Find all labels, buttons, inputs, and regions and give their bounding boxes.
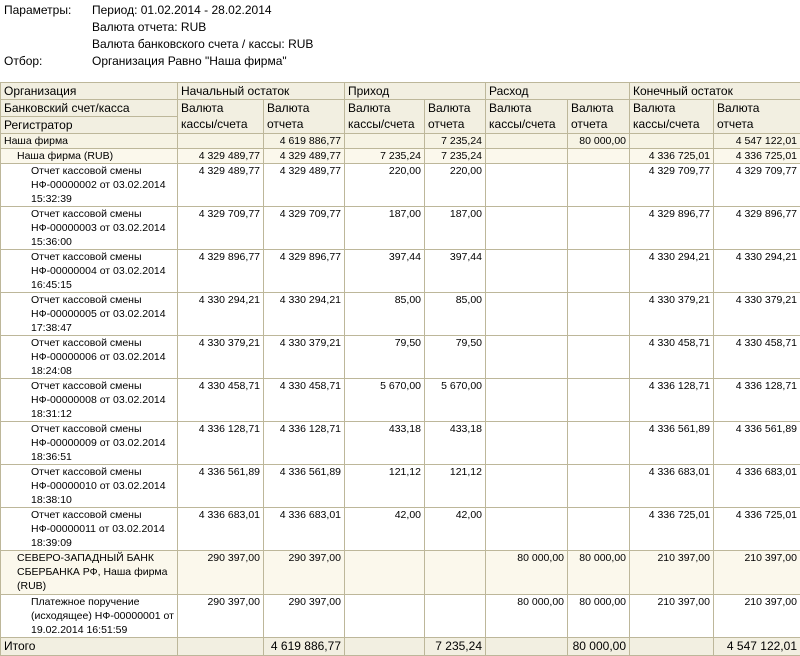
doc-in-rep: 121,12 xyxy=(425,465,486,508)
doc-in-acc: 121,12 xyxy=(345,465,425,508)
payment-name[interactable]: Платежное поручение (исходящее) НФ-00000001 от 19.02.2014 16:51:59 xyxy=(1,595,178,638)
table-row xyxy=(1,207,800,250)
org-close-rep: 4 547 122,01 xyxy=(714,134,800,149)
doc-in-acc: 79,50 xyxy=(345,336,425,379)
report-currency-value: Валюта отчета: RUB xyxy=(92,19,206,35)
header-account: Банковский счет/касса xyxy=(1,100,178,117)
doc-open-acc: 4 336 683,01 xyxy=(178,508,264,551)
doc-close-acc: 4 336 683,01 xyxy=(630,465,714,508)
doc-close-acc: 4 330 379,21 xyxy=(630,293,714,336)
doc-name[interactable]: Отчет кассовой смены НФ-00000009 от 03.02.2014 18:36:51 xyxy=(1,422,178,465)
doc-in-rep: 397,44 xyxy=(425,250,486,293)
doc-name[interactable]: Отчет кассовой смены НФ-00000008 от 03.02.2014 18:31:12 xyxy=(1,379,178,422)
table-row xyxy=(1,293,800,336)
doc-name[interactable]: Отчет кассовой смены НФ-00000003 от 03.02.2014 15:36:00 xyxy=(1,207,178,250)
account-currency-value: Валюта банковского счета / кассы: RUB xyxy=(92,36,313,52)
doc-close-acc: 4 329 896,77 xyxy=(630,207,714,250)
payment-close-rep: 210 397,00 xyxy=(714,595,800,638)
doc-open-rep: 4 336 128,71 xyxy=(264,422,345,465)
payment-out-acc: 80 000,00 xyxy=(486,595,568,638)
doc-open-rep: 4 330 458,71 xyxy=(264,379,345,422)
total-open-rep: 4 619 886,77 xyxy=(264,638,345,656)
params-label: Параметры: xyxy=(4,2,90,18)
doc-close-acc: 4 336 725,01 xyxy=(630,508,714,551)
doc-open-acc: 4 329 896,77 xyxy=(178,250,264,293)
doc-in-rep: 85,00 xyxy=(425,293,486,336)
doc-in-acc: 42,00 xyxy=(345,508,425,551)
filter-label: Отбор: xyxy=(4,53,90,69)
header-in-cur-acc: Валюта кассы/счета xyxy=(345,100,425,134)
header-opening: Начальный остаток xyxy=(178,83,345,100)
doc-in-rep: 220,00 xyxy=(425,164,486,207)
cash-open-acc: 4 329 489,77 xyxy=(178,149,264,164)
doc-name[interactable]: Отчет кассовой смены НФ-00000011 от 03.02.2014 18:39:09 xyxy=(1,508,178,551)
header-registrar: Регистратор xyxy=(1,117,178,134)
doc-close-rep: 4 336 683,01 xyxy=(714,465,800,508)
doc-open-acc: 4 330 458,71 xyxy=(178,379,264,422)
doc-name[interactable]: Отчет кассовой смены НФ-00000010 от 03.02.2014 18:38:10 xyxy=(1,465,178,508)
total-label: Итого xyxy=(1,638,178,656)
bank-open-rep: 290 397,00 xyxy=(264,551,345,595)
doc-in-rep: 5 670,00 xyxy=(425,379,486,422)
doc-close-rep: 4 330 294,21 xyxy=(714,250,800,293)
doc-in-rep: 187,00 xyxy=(425,207,486,250)
payment-open-acc: 290 397,00 xyxy=(178,595,264,638)
bank-out-acc: 80 000,00 xyxy=(486,551,568,595)
doc-in-acc: 397,44 xyxy=(345,250,425,293)
doc-in-acc: 5 670,00 xyxy=(345,379,425,422)
org-open-rep: 4 619 886,77 xyxy=(264,134,345,149)
table-row xyxy=(1,508,800,551)
doc-close-rep: 4 329 896,77 xyxy=(714,207,800,250)
doc-close-acc: 4 329 709,77 xyxy=(630,164,714,207)
doc-close-acc: 4 330 458,71 xyxy=(630,336,714,379)
doc-open-rep: 4 336 561,89 xyxy=(264,465,345,508)
bank-out-rep: 80 000,00 xyxy=(568,551,630,595)
doc-close-rep: 4 336 725,01 xyxy=(714,508,800,551)
doc-open-rep: 4 329 489,77 xyxy=(264,164,345,207)
doc-open-acc: 4 329 489,77 xyxy=(178,164,264,207)
doc-close-acc: 4 336 128,71 xyxy=(630,379,714,422)
doc-name[interactable]: Отчет кассовой смены НФ-00000004 от 03.02.2014 16:45:15 xyxy=(1,250,178,293)
doc-open-acc: 4 330 294,21 xyxy=(178,293,264,336)
cash-in-rep: 7 235,24 xyxy=(425,149,486,164)
total-in-rep: 7 235,24 xyxy=(425,638,486,656)
table-row xyxy=(1,164,800,207)
header-out-cur-rep: Валюта отчета xyxy=(568,100,630,134)
org-out-rep: 80 000,00 xyxy=(568,134,630,149)
cash-close-acc: 4 336 725,01 xyxy=(630,149,714,164)
header-out-cur-acc: Валюта кассы/счета xyxy=(486,100,568,134)
header-income: Приход xyxy=(345,83,486,100)
doc-open-rep: 4 329 709,77 xyxy=(264,207,345,250)
doc-open-acc: 4 330 379,21 xyxy=(178,336,264,379)
cash-close-rep: 4 336 725,01 xyxy=(714,149,800,164)
doc-in-rep: 433,18 xyxy=(425,422,486,465)
header-close-cur-acc: Валюта кассы/счета xyxy=(630,100,714,134)
table-row xyxy=(1,595,800,638)
doc-open-acc: 4 336 561,89 xyxy=(178,465,264,508)
doc-close-rep: 4 336 128,71 xyxy=(714,379,800,422)
org-name: Наша фирма xyxy=(1,134,178,149)
payment-out-rep: 80 000,00 xyxy=(568,595,630,638)
doc-close-rep: 4 330 458,71 xyxy=(714,336,800,379)
doc-name[interactable]: Отчет кассовой смены НФ-00000002 от 03.02.2014 15:32:39 xyxy=(1,164,178,207)
doc-open-rep: 4 336 683,01 xyxy=(264,508,345,551)
bank-open-acc: 290 397,00 xyxy=(178,551,264,595)
bank-account-row xyxy=(1,551,800,595)
doc-in-acc: 187,00 xyxy=(345,207,425,250)
header-in-cur-rep: Валюта отчета xyxy=(425,100,486,134)
total-out-rep: 80 000,00 xyxy=(568,638,630,656)
cash-open-rep: 4 329 489,77 xyxy=(264,149,345,164)
doc-close-rep: 4 329 709,77 xyxy=(714,164,800,207)
doc-close-acc: 4 330 294,21 xyxy=(630,250,714,293)
header-row-1 xyxy=(1,83,800,100)
table-row xyxy=(1,250,800,293)
header-closing: Конечный остаток xyxy=(630,83,800,100)
doc-in-acc: 433,18 xyxy=(345,422,425,465)
doc-name[interactable]: Отчет кассовой смены НФ-00000005 от 03.02.2014 17:38:47 xyxy=(1,293,178,336)
doc-open-rep: 4 329 896,77 xyxy=(264,250,345,293)
payment-open-rep: 290 397,00 xyxy=(264,595,345,638)
report-parameters xyxy=(0,0,800,84)
doc-close-rep: 4 336 561,89 xyxy=(714,422,800,465)
bank-close-acc: 210 397,00 xyxy=(630,551,714,595)
header-open-cur-acc: Валюта кассы/счета xyxy=(178,100,264,134)
doc-close-rep: 4 330 379,21 xyxy=(714,293,800,336)
doc-in-rep: 42,00 xyxy=(425,508,486,551)
header-close-cur-rep: Валюта отчета xyxy=(714,100,800,134)
table-row xyxy=(1,336,800,379)
table-row xyxy=(1,379,800,422)
doc-open-acc: 4 329 709,77 xyxy=(178,207,264,250)
filter-value: Организация Равно "Наша фирма" xyxy=(92,53,287,69)
doc-open-rep: 4 330 379,21 xyxy=(264,336,345,379)
table-row xyxy=(1,422,800,465)
org-in-rep: 7 235,24 xyxy=(425,134,486,149)
header-org: Организация xyxy=(1,83,178,100)
cash-account-row xyxy=(1,149,800,164)
doc-close-acc: 4 336 561,89 xyxy=(630,422,714,465)
cash-account-name: Наша фирма (RUB) xyxy=(1,149,178,164)
header-expense: Расход xyxy=(486,83,630,100)
bank-close-rep: 210 397,00 xyxy=(714,551,800,595)
table-row xyxy=(1,465,800,508)
doc-open-acc: 4 336 128,71 xyxy=(178,422,264,465)
total-close-rep: 4 547 122,01 xyxy=(714,638,800,656)
doc-name[interactable]: Отчет кассовой смены НФ-00000006 от 03.02.2014 18:24:08 xyxy=(1,336,178,379)
cash-in-acc: 7 235,24 xyxy=(345,149,425,164)
bank-account-name: СЕВЕРО-ЗАПАДНЫЙ БАНК СБЕРБАНКА РФ, Наша фирма (RUB) xyxy=(1,551,178,595)
period-value: Период: 01.02.2014 - 28.02.2014 xyxy=(92,2,272,18)
header-open-cur-rep: Валюта отчета xyxy=(264,100,345,134)
doc-in-acc: 85,00 xyxy=(345,293,425,336)
doc-in-rep: 79,50 xyxy=(425,336,486,379)
report-table xyxy=(0,82,800,656)
payment-close-acc: 210 397,00 xyxy=(630,595,714,638)
doc-open-rep: 4 330 294,21 xyxy=(264,293,345,336)
org-row xyxy=(1,134,800,149)
header-row-2 xyxy=(1,100,800,117)
doc-in-acc: 220,00 xyxy=(345,164,425,207)
